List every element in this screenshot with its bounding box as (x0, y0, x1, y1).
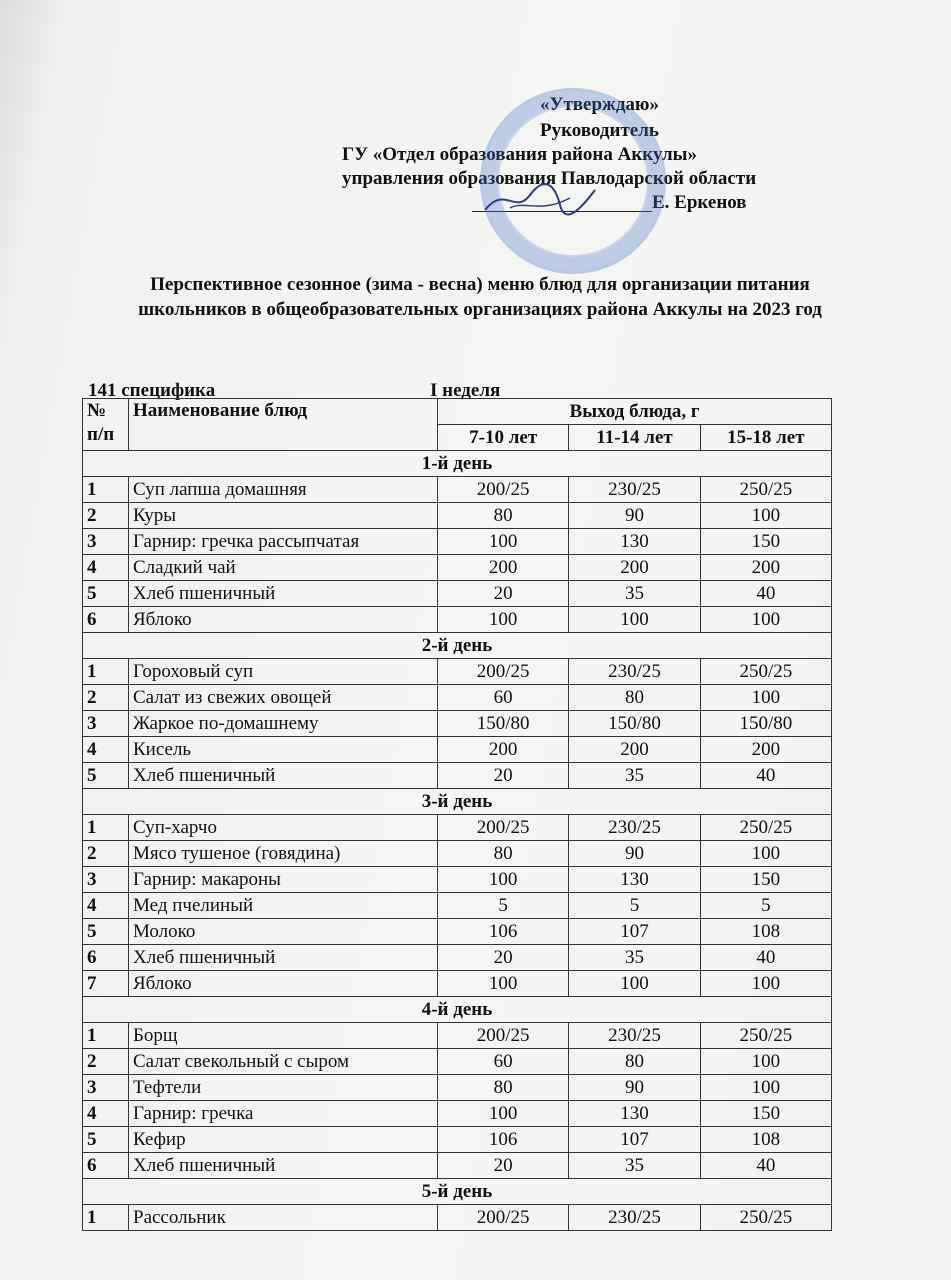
approval-heading: «Утверждаю» (540, 94, 659, 115)
output-11-14: 150/80 (569, 711, 700, 737)
output-15-18: 150 (700, 867, 831, 893)
output-7-10: 200 (438, 555, 569, 581)
output-15-18: 150 (700, 529, 831, 555)
table-row (83, 1153, 832, 1179)
output-11-14: 200 (569, 555, 700, 581)
dish-name: Салат из свежих овощей (129, 685, 438, 711)
output-7-10: 106 (438, 919, 569, 945)
table-row (83, 503, 832, 529)
output-11-14: 200 (569, 737, 700, 763)
output-11-14: 230/25 (569, 815, 700, 841)
output-7-10: 20 (438, 945, 569, 971)
row-number: 5 (83, 763, 129, 789)
dish-name: Суп-харчо (129, 815, 438, 841)
output-7-10: 200/25 (438, 659, 569, 685)
output-11-14: 35 (569, 581, 700, 607)
output-15-18: 40 (700, 1153, 831, 1179)
output-11-14: 230/25 (569, 1023, 700, 1049)
output-7-10: 20 (438, 581, 569, 607)
dish-name: Яблоко (129, 971, 438, 997)
dish-name: Салат свекольный с сыром (129, 1049, 438, 1075)
output-15-18: 100 (700, 841, 831, 867)
column-header-dish: Наименование блюд (129, 399, 438, 451)
dish-name: Мясо тушеное (говядина) (129, 841, 438, 867)
table-row (83, 555, 832, 581)
table-row (83, 1101, 832, 1127)
table-row (83, 841, 832, 867)
output-15-18: 40 (700, 945, 831, 971)
output-7-10: 200/25 (438, 1023, 569, 1049)
row-number: 1 (83, 1023, 129, 1049)
table-row (83, 1023, 832, 1049)
dish-name: Рассольник (129, 1205, 438, 1231)
output-11-14: 80 (569, 685, 700, 711)
output-11-14: 130 (569, 867, 700, 893)
output-7-10: 80 (438, 1075, 569, 1101)
signer-name: Е. Еркенов (652, 192, 747, 213)
day-label: 3-й день (83, 789, 832, 815)
output-7-10: 106 (438, 1127, 569, 1153)
dish-name: Жаркое по-домашнему (129, 711, 438, 737)
column-header-output: Выход блюда, г (438, 399, 832, 425)
column-header-number: № п/п (83, 399, 129, 451)
dish-name: Мед пчелиный (129, 893, 438, 919)
table-row (83, 1075, 832, 1101)
dish-name: Суп лапша домашняя (129, 477, 438, 503)
table-row (83, 763, 832, 789)
table-row (83, 685, 832, 711)
output-15-18: 5 (700, 893, 831, 919)
output-11-14: 35 (569, 945, 700, 971)
day-header-row (83, 633, 832, 659)
output-15-18: 250/25 (700, 1205, 831, 1231)
dish-name: Хлеб пшеничный (129, 581, 438, 607)
row-number: 2 (83, 503, 129, 529)
output-15-18: 40 (700, 763, 831, 789)
document-title: Перспективное сезонное (зима - весна) меню блюд для организации питания школьников в общеобразовательных организациях района Аккулы на 2023 год (138, 274, 822, 320)
output-15-18: 250/25 (700, 659, 831, 685)
output-11-14: 90 (569, 503, 700, 529)
day-label: 1-й день (83, 451, 832, 477)
dish-name: Гарнир: гречка рассыпчатая (129, 529, 438, 555)
row-number: 5 (83, 581, 129, 607)
output-11-14: 5 (569, 893, 700, 919)
row-number: 6 (83, 1153, 129, 1179)
row-number: 4 (83, 555, 129, 581)
output-7-10: 80 (438, 503, 569, 529)
dish-name: Куры (129, 503, 438, 529)
row-number: 1 (83, 659, 129, 685)
day-label: 5-й день (83, 1179, 832, 1205)
row-number: 2 (83, 1049, 129, 1075)
row-number: 4 (83, 1101, 129, 1127)
dish-name: Гороховый суп (129, 659, 438, 685)
output-15-18: 100 (700, 971, 831, 997)
table-row (83, 711, 832, 737)
output-15-18: 100 (700, 503, 831, 529)
table-row (83, 893, 832, 919)
output-7-10: 100 (438, 1101, 569, 1127)
output-11-14: 107 (569, 1127, 700, 1153)
row-number: 3 (83, 711, 129, 737)
table-row (83, 1049, 832, 1075)
output-7-10: 200 (438, 737, 569, 763)
output-7-10: 200/25 (438, 815, 569, 841)
dish-name: Хлеб пшеничный (129, 945, 438, 971)
output-15-18: 40 (700, 581, 831, 607)
dish-name: Кефир (129, 1127, 438, 1153)
output-15-18: 100 (700, 1049, 831, 1075)
menu-table-body (83, 451, 832, 1231)
row-number: 3 (83, 867, 129, 893)
column-header-age-15-18: 15-18 лет (700, 425, 831, 451)
output-7-10: 100 (438, 971, 569, 997)
output-7-10: 200/25 (438, 1205, 569, 1231)
row-number: 7 (83, 971, 129, 997)
output-15-18: 150/80 (700, 711, 831, 737)
row-number: 1 (83, 477, 129, 503)
dish-name: Борщ (129, 1023, 438, 1049)
row-number: 2 (83, 841, 129, 867)
table-row (83, 607, 832, 633)
dish-name: Хлеб пшеничный (129, 1153, 438, 1179)
output-15-18: 100 (700, 685, 831, 711)
menu-table (82, 398, 832, 1231)
output-7-10: 100 (438, 867, 569, 893)
row-number: 1 (83, 1205, 129, 1231)
output-7-10: 20 (438, 1153, 569, 1179)
approval-organization: ГУ «Отдел образования района Аккулы» (342, 144, 697, 165)
week-label: I неделя (430, 380, 501, 401)
output-15-18: 108 (700, 919, 831, 945)
column-header-age-11-14: 11-14 лет (569, 425, 700, 451)
table-row (83, 737, 832, 763)
day-header-row (83, 1179, 832, 1205)
day-label: 2-й день (83, 633, 832, 659)
day-header-row (83, 997, 832, 1023)
output-15-18: 150 (700, 1101, 831, 1127)
row-number: 2 (83, 685, 129, 711)
output-11-14: 230/25 (569, 659, 700, 685)
row-number: 1 (83, 815, 129, 841)
row-number: 5 (83, 919, 129, 945)
output-11-14: 130 (569, 1101, 700, 1127)
dish-name: Сладкий чай (129, 555, 438, 581)
output-7-10: 100 (438, 529, 569, 555)
day-header-row (83, 789, 832, 815)
row-number: 3 (83, 529, 129, 555)
approval-position: Руководитель (540, 120, 659, 141)
row-number: 5 (83, 1127, 129, 1153)
output-15-18: 100 (700, 607, 831, 633)
row-number: 4 (83, 893, 129, 919)
dish-name: Тефтели (129, 1075, 438, 1101)
output-15-18: 108 (700, 1127, 831, 1153)
dish-name: Яблоко (129, 607, 438, 633)
dish-name: Хлеб пшеничный (129, 763, 438, 789)
output-11-14: 35 (569, 1153, 700, 1179)
table-row (83, 1127, 832, 1153)
table-row (83, 529, 832, 555)
dish-name: Кисель (129, 737, 438, 763)
table-row (83, 659, 832, 685)
row-number: 6 (83, 945, 129, 971)
output-7-10: 5 (438, 893, 569, 919)
output-15-18: 200 (700, 737, 831, 763)
output-11-14: 230/25 (569, 1205, 700, 1231)
table-row (83, 815, 832, 841)
approval-department: управления образования Павлодарской области (342, 168, 757, 189)
output-7-10: 60 (438, 1049, 569, 1075)
row-number: 6 (83, 607, 129, 633)
table-row (83, 867, 832, 893)
table-row (83, 1205, 832, 1231)
row-number: 3 (83, 1075, 129, 1101)
table-row (83, 477, 832, 503)
output-7-10: 150/80 (438, 711, 569, 737)
table-row (83, 971, 832, 997)
dish-name: Гарнир: гречка (129, 1101, 438, 1127)
output-7-10: 60 (438, 685, 569, 711)
output-11-14: 230/25 (569, 477, 700, 503)
output-11-14: 100 (569, 607, 700, 633)
table-row (83, 945, 832, 971)
handwritten-signature (480, 180, 600, 220)
output-7-10: 100 (438, 607, 569, 633)
table-row (83, 581, 832, 607)
output-7-10: 200/25 (438, 477, 569, 503)
row-number: 4 (83, 737, 129, 763)
day-label: 4-й день (83, 997, 832, 1023)
output-15-18: 250/25 (700, 815, 831, 841)
output-15-18: 250/25 (700, 477, 831, 503)
output-7-10: 80 (438, 841, 569, 867)
dish-name: Молоко (129, 919, 438, 945)
table-row (83, 919, 832, 945)
output-15-18: 200 (700, 555, 831, 581)
specification-label: 141 специфика (88, 380, 216, 401)
output-11-14: 107 (569, 919, 700, 945)
column-header-age-7-10: 7-10 лет (438, 425, 569, 451)
output-11-14: 130 (569, 529, 700, 555)
output-11-14: 90 (569, 841, 700, 867)
dish-name: Гарнир: макароны (129, 867, 438, 893)
output-11-14: 35 (569, 763, 700, 789)
output-7-10: 20 (438, 763, 569, 789)
output-11-14: 90 (569, 1075, 700, 1101)
output-11-14: 80 (569, 1049, 700, 1075)
output-15-18: 100 (700, 1075, 831, 1101)
day-header-row (83, 451, 832, 477)
output-11-14: 100 (569, 971, 700, 997)
output-15-18: 250/25 (700, 1023, 831, 1049)
